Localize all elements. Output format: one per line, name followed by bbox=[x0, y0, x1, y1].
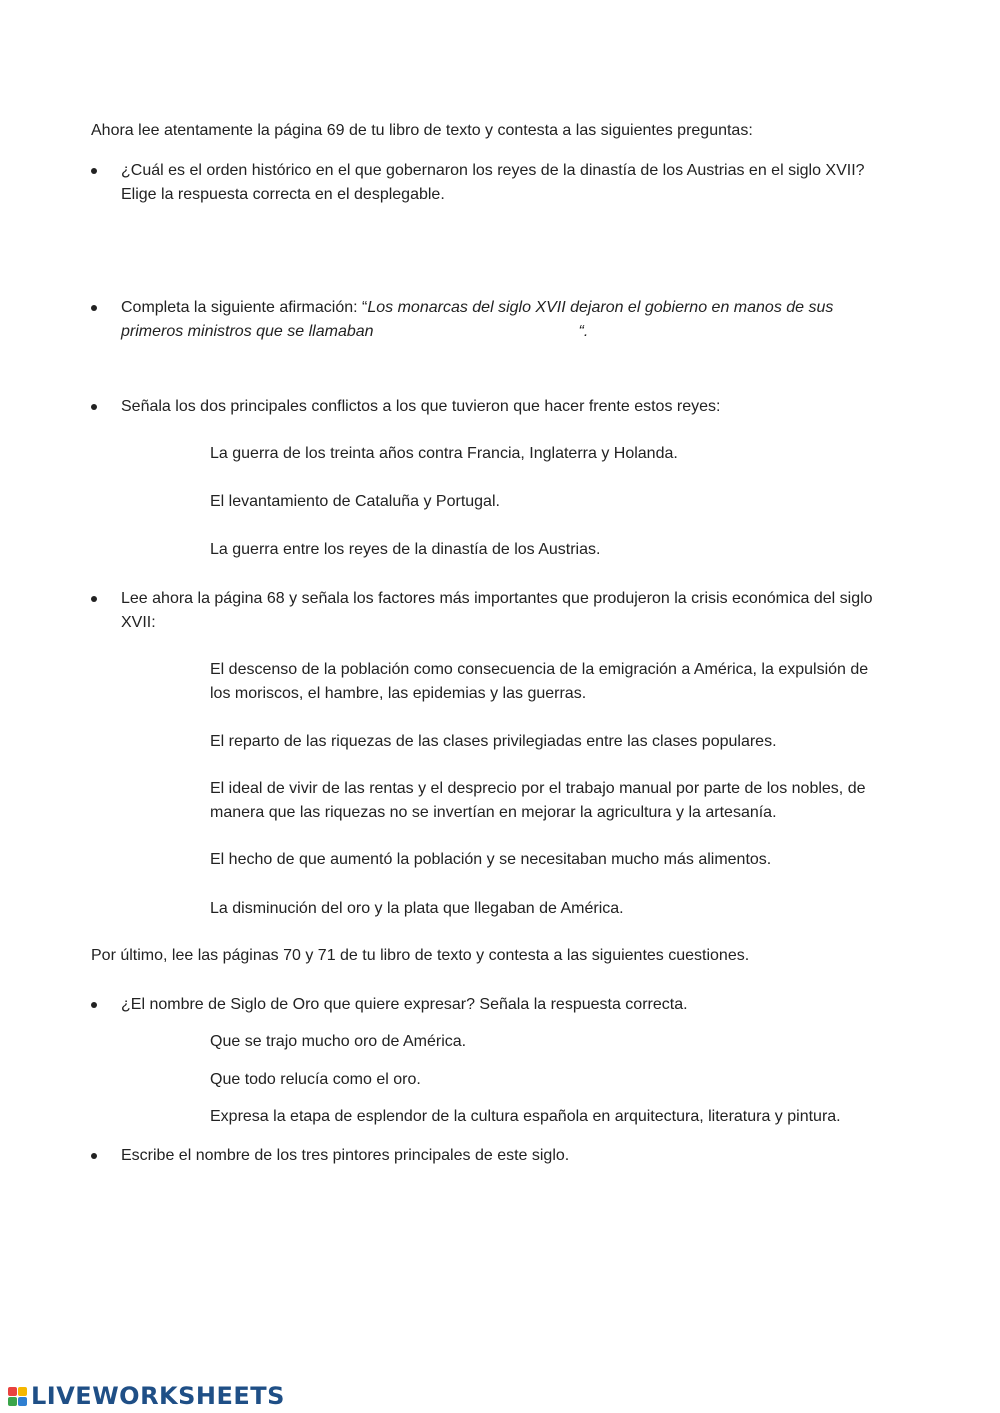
q5-option[interactable]: Que todo relucía como el oro. bbox=[210, 1071, 421, 1088]
question-2-line-1 bbox=[121, 296, 833, 320]
question-2-italic-2: primeros ministros que se llamaban bbox=[121, 323, 374, 340]
bullet-icon bbox=[91, 1153, 97, 1159]
q4-option-2[interactable]: El reparto de las riquezas de las clases privilegiadas entre las clases populares. bbox=[210, 733, 777, 750]
q4-option-4[interactable]: El hecho de que aumentó la población y se necesitaban mucho más alimentos. bbox=[210, 851, 772, 868]
logo-square bbox=[8, 1387, 17, 1396]
q3-option[interactable]: El levantamiento de Cataluña y Portugal. bbox=[210, 493, 500, 510]
liveworksheets-logo bbox=[8, 1382, 285, 1410]
question-5-text: ¿El nombre de Siglo de Oro que quiere expresar? Señala la respuesta correcta. bbox=[121, 996, 688, 1013]
bullet-icon bbox=[91, 305, 97, 311]
q3-option[interactable]: La guerra de los treinta años contra Francia, Inglaterra y Holanda. bbox=[210, 445, 678, 462]
logo-text: LIVEWORKSHEETS bbox=[31, 1382, 285, 1410]
question-2-italic-1: Los monarcas del siglo XVII dejaron el gobierno en manos de sus bbox=[367, 299, 834, 316]
bullet-icon bbox=[91, 596, 97, 602]
logo-square bbox=[8, 1397, 17, 1406]
q4-option-3-line-2[interactable]: manera que las riquezas no se invertían en mejorar la agricultura y la artesanía. bbox=[210, 804, 777, 821]
q4-option-1-line-1[interactable]: El descenso de la población como consecuencia de la emigración a América, la expulsión de bbox=[210, 661, 869, 678]
question-1-line-1: ¿Cuál es el orden histórico en el que gobernaron los reyes de la dinastía de los Austrias en el siglo XVII? bbox=[121, 162, 865, 179]
question-4-line-2: XVII: bbox=[121, 614, 156, 631]
bullet-icon bbox=[91, 168, 97, 174]
bullet-icon bbox=[91, 404, 97, 410]
q5-option[interactable]: Que se trajo mucho oro de América. bbox=[210, 1033, 467, 1050]
logo-square bbox=[18, 1397, 27, 1406]
question-3-text: Señala los dos principales conflictos a los que tuvieron que hacer frente estos reyes: bbox=[121, 398, 721, 415]
question-6-text: Escribe el nombre de los tres pintores principales de este siglo. bbox=[121, 1147, 570, 1164]
intro-text: Ahora lee atentamente la página 69 de tu libro de texto y contesta a las siguientes preguntas: bbox=[91, 122, 753, 139]
q4-option-1-line-2[interactable]: los moriscos, el hambre, las epidemias y las guerras. bbox=[210, 685, 587, 702]
q4-option-5[interactable]: La disminución del oro y la plata que llegaban de América. bbox=[210, 900, 624, 917]
question-4-line-1: Lee ahora la página 68 y señala los factores más importantes que produjeron la crisis económica del siglo bbox=[121, 590, 873, 607]
q3-option[interactable]: La guerra entre los reyes de la dinastía de los Austrias. bbox=[210, 541, 601, 558]
question-2-line-2 bbox=[121, 320, 588, 344]
bullet-icon bbox=[91, 1002, 97, 1008]
q5-option[interactable]: Expresa la etapa de esplendor de la cultura española en arquitectura, literatura y pintura. bbox=[210, 1108, 841, 1125]
q4-option-3-line-1[interactable]: El ideal de vivir de las rentas y el desprecio por el trabajo manual por parte de los nobles, de bbox=[210, 780, 866, 797]
section-2-text: Por último, lee las páginas 70 y 71 de tu libro de texto y contesta a las siguientes cuestiones. bbox=[91, 947, 750, 964]
logo-square bbox=[18, 1387, 27, 1396]
question-2-suffix: “. bbox=[578, 323, 589, 340]
question-2-prefix: Completa la siguiente afirmación: “ bbox=[121, 299, 368, 316]
question-1-line-2: Elige la respuesta correcta en el desplegable. bbox=[121, 186, 445, 203]
logo-mark-icon bbox=[8, 1387, 27, 1406]
